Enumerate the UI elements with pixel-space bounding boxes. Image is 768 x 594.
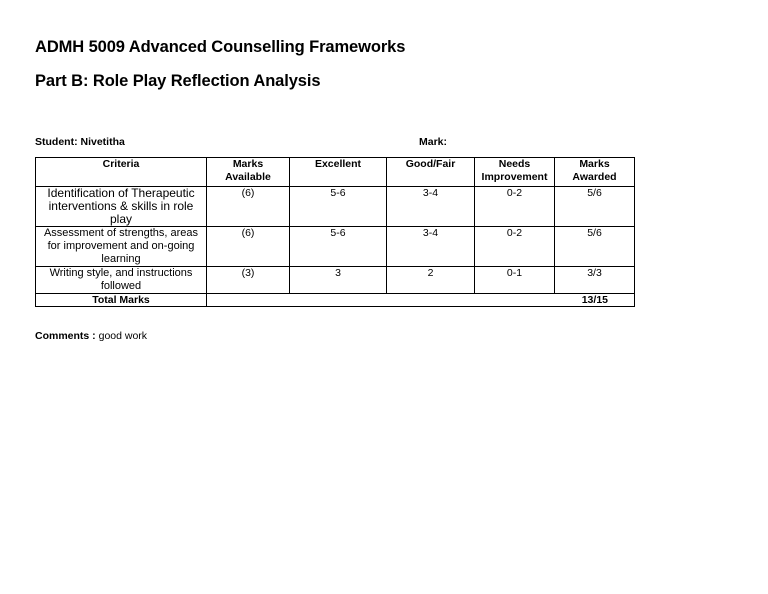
header-good-fair: Good/Fair [387, 158, 475, 187]
table-row [36, 227, 635, 267]
comments-label: Comments : [35, 330, 96, 342]
criteria-cell: Identification of Therapeutic interventions & skills in role play [36, 187, 207, 227]
comments-line [35, 330, 147, 342]
criteria-cell: Assessment of strengths, areas for improvement and on-going learning [36, 227, 207, 267]
header-marks-available: Marks Available [207, 158, 290, 187]
needs-improvement-cell: 0-1 [475, 267, 555, 294]
table-header-row [36, 158, 635, 187]
marks-awarded-cell: 3/3 [555, 267, 635, 294]
good-fair-cell: 2 [387, 267, 475, 294]
marks-awarded-cell: 5/6 [555, 227, 635, 267]
marks-available-cell: (6) [207, 227, 290, 267]
marks-available-cell: (3) [207, 267, 290, 294]
total-label: Total Marks [36, 294, 207, 307]
header-criteria: Criteria [36, 158, 207, 187]
needs-improvement-cell: 0-2 [475, 227, 555, 267]
course-title: ADMH 5009 Advanced Counselling Frameworks [35, 38, 406, 56]
header-needs-improvement: Needs Improvement [475, 158, 555, 187]
mark-label: Mark: [419, 136, 448, 148]
needs-improvement-cell: 0-2 [475, 187, 555, 227]
marking-rubric-table [35, 157, 635, 307]
total-value: 13/15 [207, 294, 635, 307]
excellent-cell: 5-6 [290, 227, 387, 267]
marks-awarded-cell: 5/6 [555, 187, 635, 227]
comments-text: good work [98, 330, 148, 342]
student-label: Student: Nivetitha [35, 136, 125, 148]
excellent-cell: 5-6 [290, 187, 387, 227]
header-marks-awarded: Marks Awarded [555, 158, 635, 187]
part-title: Part B: Role Play Reflection Analysis [35, 72, 321, 90]
excellent-cell: 3 [290, 267, 387, 294]
good-fair-cell: 3-4 [387, 187, 475, 227]
header-excellent: Excellent [290, 158, 387, 187]
criteria-cell: Writing style, and instructions followed [36, 267, 207, 294]
table-row [36, 267, 635, 294]
total-row [36, 294, 635, 307]
good-fair-cell: 3-4 [387, 227, 475, 267]
table-row [36, 187, 635, 227]
marks-available-cell: (6) [207, 187, 290, 227]
